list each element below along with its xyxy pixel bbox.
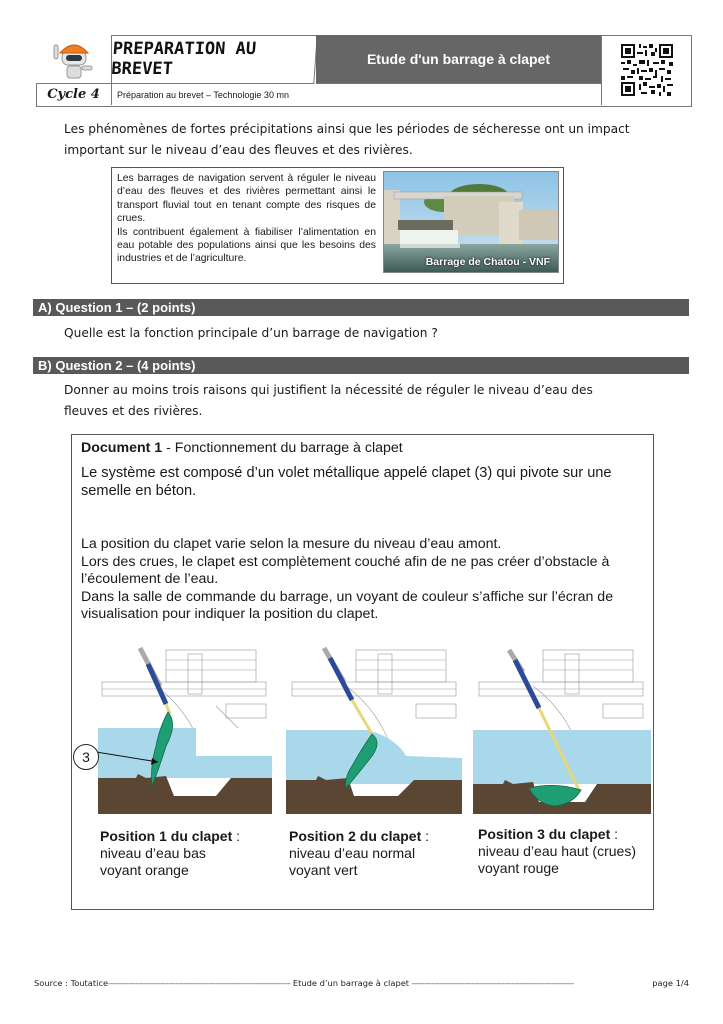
info-box-text bbox=[117, 172, 376, 266]
position-2-title: Position 2 du clapet bbox=[289, 828, 422, 844]
footer-page: page 1/4 bbox=[652, 978, 689, 988]
doc-p2-line-4: Dans la salle de commande du barrage, un voyant de couleur s’affiche sur l’écran de bbox=[81, 588, 614, 605]
position-3-light: voyant rouge bbox=[478, 860, 559, 876]
header-subtitle: Préparation au brevet – Technologie 30 mn bbox=[117, 89, 289, 100]
document-1-title bbox=[81, 440, 403, 458]
question-2-line-1: Donner au moins trois raisons qui justifient la nécessité de réguler le niveau d’eau des bbox=[64, 383, 593, 397]
doc-p2-line-3: l’écoulement de l’eau. bbox=[81, 571, 219, 587]
qr-code-icon[interactable] bbox=[619, 42, 675, 98]
intro-paragraph bbox=[64, 119, 630, 161]
position-1-title: Position 1 du clapet bbox=[100, 828, 233, 844]
position-1-label bbox=[100, 828, 240, 879]
clapet-position-3-diagram bbox=[473, 646, 651, 816]
page-footer: Source : Toutatice------------------------------------------------------------------------- Etude d’un barrage à clapet ----------------------------------------------------------------- page 1/4 bbox=[34, 978, 689, 988]
position-3-title: Position 3 du clapet bbox=[478, 826, 611, 842]
document-1-paragraph-2 bbox=[81, 536, 613, 624]
intro-line-1: Les phénomènes de fortes précipitations ainsi que les périodes de sécheresse ont un impact bbox=[64, 122, 630, 136]
clapet-position-2-diagram bbox=[286, 646, 464, 816]
document-title: Etude d'un barrage à clapet bbox=[316, 35, 601, 84]
info-text-2: Ils contribuent également à fiabiliser l’alimentation en eau potable des populations ainsi que les besoins des industries et de l’agriculture. bbox=[117, 226, 376, 265]
doc-p2-line-1: La position du clapet varie selon la mesure du niveau d’eau amont. bbox=[81, 536, 502, 552]
position-3-level: niveau d’eau haut (crues) bbox=[478, 843, 636, 859]
position-1-colon: : bbox=[232, 828, 241, 844]
position-2-light: voyant vert bbox=[289, 862, 358, 878]
info-text-1: Les barrages de navigation servent à réguler le niveau d’eau des fleuves et des rivières permettant ainsi le transport fluvial tout en tenant compte des risques de crues. bbox=[117, 173, 376, 225]
question-1-header: A) Question 1 – (2 points) bbox=[33, 299, 689, 316]
doc-p1-line-1: Le système est composé d’un volet métallique appelé clapet (3) qui pivote sur une bbox=[81, 465, 612, 481]
doc-p2-line-5: visualisation pour indiquer la position du clapet. bbox=[81, 606, 379, 622]
logo-cell bbox=[36, 35, 112, 84]
dam-photo bbox=[383, 171, 559, 273]
position-3-colon: : bbox=[610, 826, 619, 842]
document-1-paragraph-1 bbox=[81, 465, 612, 500]
doc-p2-line-2: Lors des crues, le clapet est complètement couché afin de ne pas créer d’obstacle à bbox=[81, 553, 610, 570]
clapet-callout-3: 3 bbox=[73, 744, 99, 770]
doc-p1-line-2: semelle en béton. bbox=[81, 482, 197, 499]
document-1-title-bold: Document 1 bbox=[81, 440, 163, 456]
cycle-label: Cycle 4 bbox=[36, 84, 112, 105]
position-2-level: niveau d’eau normal bbox=[289, 845, 416, 861]
position-2-colon: : bbox=[421, 828, 430, 844]
brand-title: PREPARATION AU BREVET bbox=[110, 35, 317, 84]
position-1-level: niveau d’eau bas bbox=[100, 845, 206, 861]
position-3-label bbox=[478, 826, 636, 877]
clapet-position-1-diagram bbox=[96, 646, 274, 816]
footer-source: Source : Toutatice bbox=[34, 978, 109, 988]
position-2-label bbox=[289, 828, 429, 879]
qr-cell bbox=[601, 35, 691, 105]
robot-mascot-icon bbox=[36, 35, 111, 83]
question-2-text bbox=[64, 380, 593, 422]
photo-caption: Barrage de Chatou - VNF bbox=[425, 256, 550, 268]
document-1-title-rest: - Fonctionnement du barrage à clapet bbox=[162, 440, 403, 456]
position-1-light: voyant orange bbox=[100, 862, 189, 878]
question-1-text: Quelle est la fonction principale d’un barrage de navigation ? bbox=[64, 326, 438, 340]
question-2-header: B) Question 2 – (4 points) bbox=[33, 357, 689, 374]
intro-line-2: important sur le niveau d’eau des fleuves et des rivières. bbox=[64, 143, 413, 157]
question-2-line-2: fleuves et des rivières. bbox=[64, 404, 203, 418]
footer-center: Etude d’un barrage à clapet bbox=[290, 978, 412, 988]
